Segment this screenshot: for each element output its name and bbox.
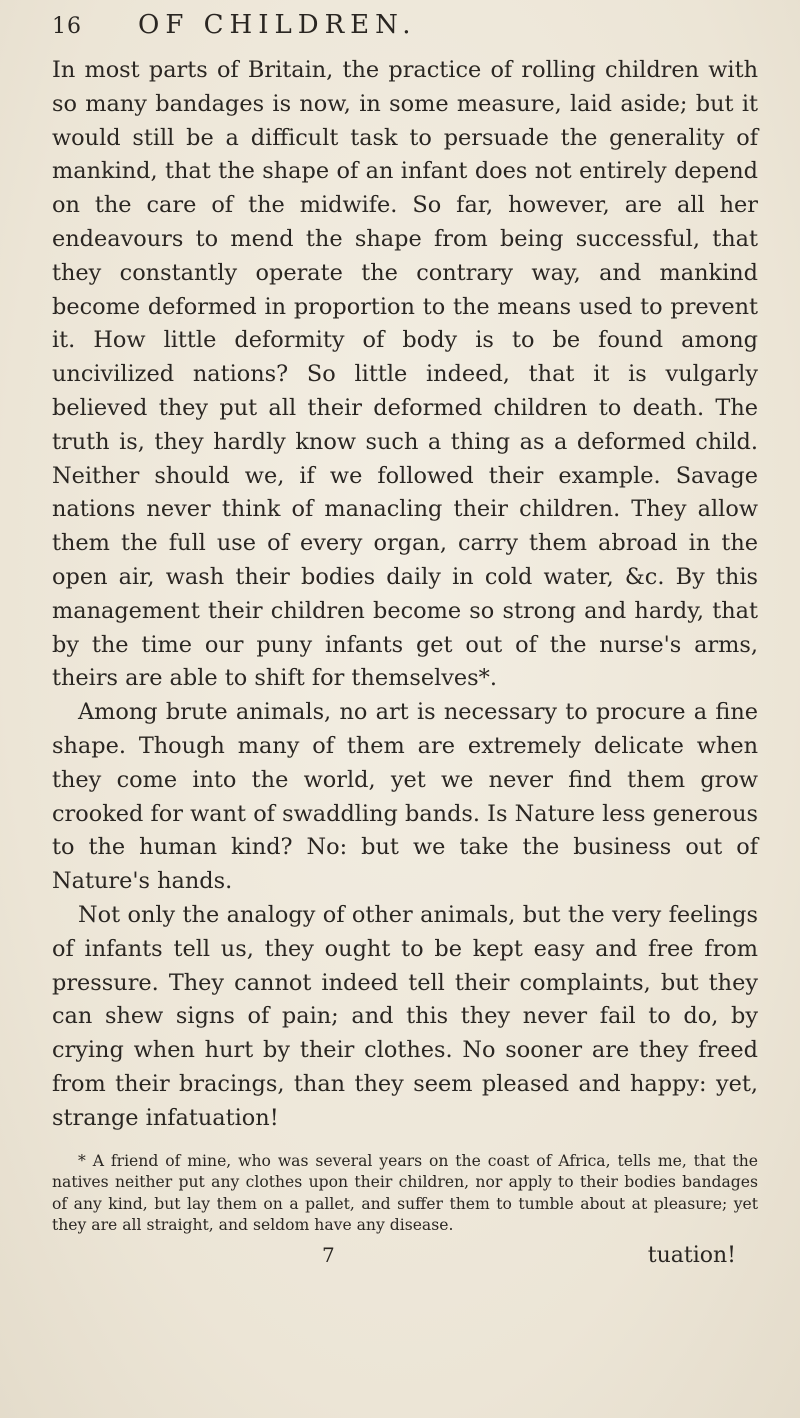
page-header xyxy=(52,10,758,54)
paragraph: Not only the analogy of other animals, but the very feelings of infants tell us, they ought to be kept easy and free from pressure. They cannot indeed tell their complaints, but they can shew signs of pain; and this they never fail to do, by crying when hurt by their clothes. No sooner are they freed from their bracings, than they seem pleased and happy: yet, strange infatuation! xyxy=(52,901,758,1131)
running-title: OF CHILDREN. xyxy=(138,10,417,40)
signature-mark: 7 xyxy=(322,1242,335,1267)
page-footer xyxy=(52,1243,758,1283)
page-number: 16 xyxy=(52,14,82,39)
footnote-separator xyxy=(52,1148,758,1149)
main-text xyxy=(52,54,758,1136)
catchword: tuation! xyxy=(647,1242,736,1268)
paragraph: Among brute animals, no art is necessary to procure a fine shape. Though many of them are extremely delicate when they come into the world, yet we never find them grow crooked for want of swaddling bands. Is Nature less generous to the human kind? No: but we take the business out of Nature's hands. xyxy=(52,699,758,895)
paragraph: In most parts of Britain, the practice of rolling children with so many bandages is now, in some measure, laid aside; but it would still be a difficult task to persuade the generality of mankind, that the shape of an infant does not entirely depend on the care of the midwife. So far, however, are all her endeavours to mend the shape from being successful, that they constantly operate the contrary way, and mankind become deformed in proportion to the means used to prevent it. How little deformity of body is to be found among uncivilized nations? So little indeed, that it is vulgarly believed they put all their deformed children to death. The truth is, they hardly know such a thing as a deformed child. Neither should we, if we followed their example. Savage nations never think of manacling their children. They allow them the full use of every organ, carry them abroad in the open air, wash their bodies daily in cold water, &c. By this management their children become so strong and hardy, that by the time our puny infants get out of the nurse's arms, theirs are able to shift for themselves*. xyxy=(52,57,758,692)
footnote: * A friend of mine, who was several years on the coast of Africa, tells me, that the natives neither put any clothes upon their children, nor apply to their bodies bandages of any kind, but lay them on a pallet, and suffer them to tumble about at pleasure; yet they are all straight, and seldom have any disease. xyxy=(52,1151,758,1234)
